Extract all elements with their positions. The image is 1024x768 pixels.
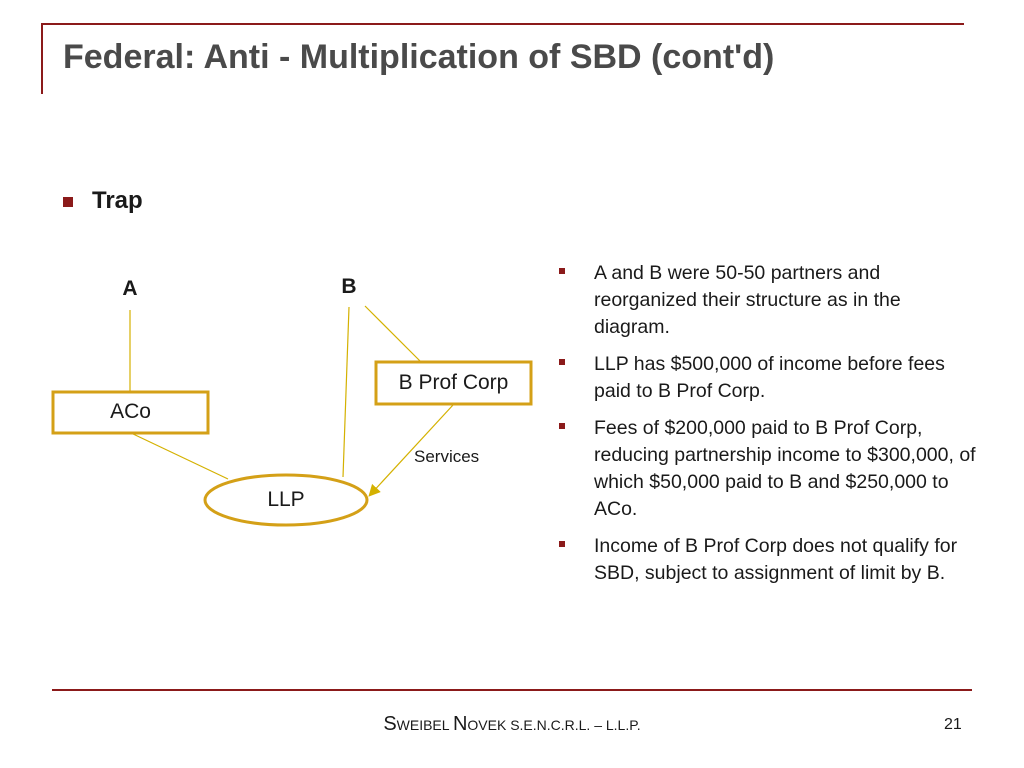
bullet-text: LLP has $500,000 of income before fees paid to B Prof Corp. [594,353,945,402]
firm-name-weibel: WEIBEL [396,717,453,733]
footer-firm-name [0,713,1024,736]
bullet-text: Income of B Prof Corp does not qualify for SBD, subject to assignment of limit by B. [594,535,958,584]
bullet-text: A and B were 50-50 partners and reorganized their structure as in the diagram. [594,262,901,338]
firm-suffix: S.E.N.C.R.L. – L.L.P. [510,717,641,733]
firm-name-novek: OVEK [467,717,511,733]
square-bullet-icon [559,268,565,274]
node-b-label: B [341,275,357,298]
firm-initial-n: N [452,713,468,735]
node-a-label: A [122,277,138,300]
section-label-trap: Trap [92,187,143,214]
square-bullet-icon [559,541,565,547]
bullet-text: Fees of $200,000 paid to B Prof Corp, reducing partnership income to $300,000, of which $50,000 paid to B and $250,000 to ACo. [594,417,976,520]
bullet-item [557,415,977,523]
page-number: 21 [944,716,962,733]
firm-initial-s: S [383,713,397,735]
slide-title: Federal: Anti - Multiplication of SBD (cont'd) [63,38,775,76]
line-b-to-llp [343,307,349,477]
services-label: Services [414,447,480,466]
line-aco-to-llp [131,433,228,479]
square-bullet-icon [559,359,565,365]
bullet-list [557,260,977,597]
bprof-corp-label: B Prof Corp [398,371,509,394]
llp-label: LLP [267,488,305,511]
aco-label: ACo [110,400,151,423]
footer-rule [52,689,972,691]
bullet-item [557,533,977,587]
line-b-to-bprof [365,306,421,362]
bullet-item [557,351,977,405]
bullet-item [557,260,977,341]
square-bullet-icon [559,423,565,429]
